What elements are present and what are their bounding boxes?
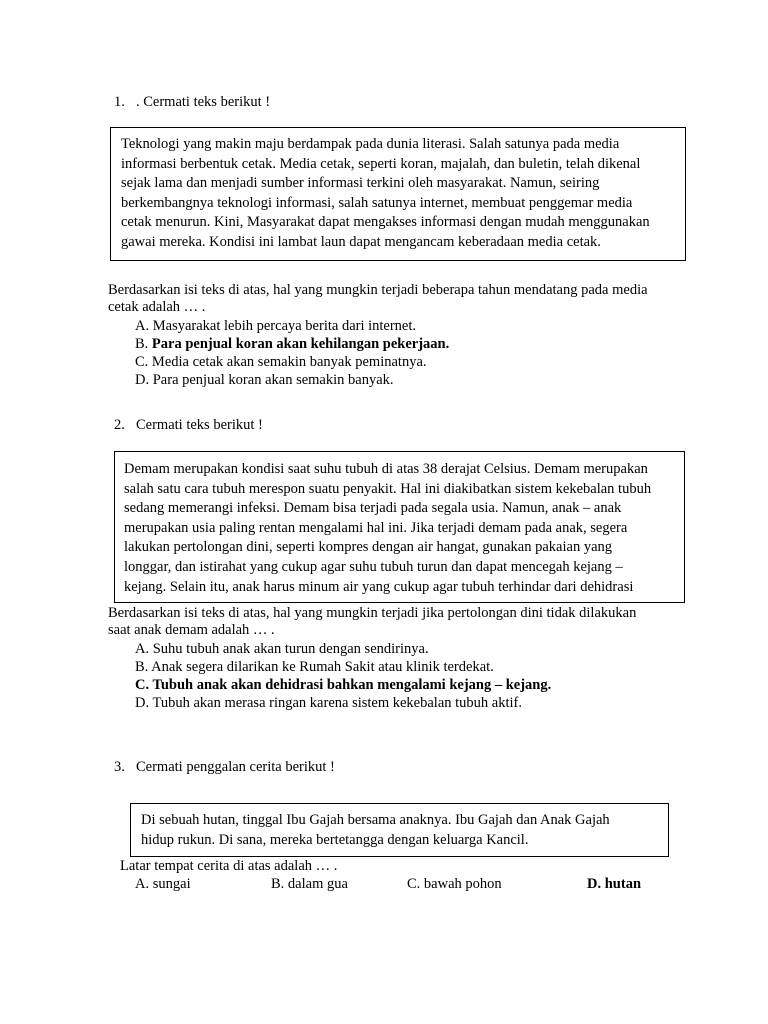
question-title-text: Cermati penggalan cerita berikut !: [136, 759, 335, 775]
passage-line: longgar, dan istirahat yang cukup agar suhu tubuh turun dan dapat mencegah kejang –: [124, 558, 623, 575]
question-2-prompt: [108, 605, 636, 639]
option-letter: C.: [407, 876, 421, 892]
passage-line: Di sebuah hutan, tinggal Ibu Gajah bersama anaknya. Ibu Gajah dan Anak Gajah: [141, 812, 610, 828]
question-2-title: [114, 417, 263, 434]
option-letter: A.: [135, 318, 150, 334]
prompt-line: cetak adalah … .: [108, 299, 206, 315]
option-text: bawah pohon: [423, 876, 502, 892]
option-text: Anak segera dilarikan ke Rumah Sakit atau klinik terdekat.: [151, 659, 494, 675]
question-3-prompt: [120, 858, 337, 875]
q1-option-a[interactable]: [135, 318, 416, 335]
option-letter: A.: [135, 641, 150, 657]
question-1-title: [114, 94, 270, 111]
passage-box-2: [114, 451, 685, 603]
q1-option-d[interactable]: [135, 372, 394, 389]
passage-line: berkembangnya teknologi informasi, salah satunya internet, membuat penggemar media: [121, 194, 633, 211]
option-letter: C.: [135, 354, 149, 370]
q2-option-c[interactable]: [135, 677, 551, 694]
option-text: Tubuh akan merasa ringan karena sistem kekebalan tubuh aktif.: [152, 695, 522, 711]
passage-line: Teknologi yang makin maju berdampak pada dunia literasi. Salah satunya pada media: [121, 136, 620, 152]
passage-box-3: [130, 803, 669, 857]
option-letter: B.: [135, 659, 149, 675]
option-text: dalam gua: [287, 876, 348, 892]
prompt-line: saat anak demam adalah … .: [108, 622, 275, 638]
q1-option-c[interactable]: [135, 354, 427, 371]
option-letter: C.: [135, 677, 150, 693]
prompt-line: Berdasarkan isi teks di atas, hal yang mungkin terjadi beberapa tahun mendatang pada media: [108, 282, 648, 298]
passage-line: sejak lama dan menjadi sumber informasi terkini oleh masyarakat. Namun, seiring: [121, 175, 600, 192]
question-title-text: Cermati teks berikut !: [136, 417, 263, 433]
prompt-line: Berdasarkan isi teks di atas, hal yang mungkin terjadi jika pertolongan dini tidak dilakukan: [108, 605, 637, 621]
option-letter: D.: [587, 876, 602, 892]
option-letter: B.: [271, 876, 285, 892]
option-letter: A.: [135, 876, 150, 892]
question-number: 2.: [114, 417, 125, 433]
passage-line: lakukan pertolongan dini, seperti kompres dengan air hangat, gunakan pakaian yang: [124, 539, 613, 556]
question-number: 3.: [114, 759, 125, 775]
question-number: 1.: [114, 94, 125, 110]
option-letter: D.: [135, 372, 150, 388]
passage-line: informasi berbentuk cetak. Media cetak, seperti koran, majalah, dan buletin, telah dikenal: [121, 155, 641, 172]
option-letter: B.: [135, 336, 149, 352]
option-text: Media cetak akan semakin banyak peminatnya.: [151, 354, 427, 370]
option-text-answer: hutan: [604, 876, 642, 892]
option-text-answer: Para penjual koran akan kehilangan pekerjaan.: [151, 336, 450, 352]
option-text: sungai: [152, 876, 191, 892]
passage-line: cetak menurun. Kini, Masyarakat dapat mengakses informasi dengan mudah menggunakan: [121, 214, 650, 231]
passage-line: gawai mereka. Kondisi ini lambat laun dapat mengancam keberadaan media cetak.: [121, 233, 601, 250]
question-1-prompt: [108, 282, 648, 316]
option-letter: D.: [135, 695, 150, 711]
option-text: Masyarakat lebih percaya berita dari internet.: [152, 318, 417, 334]
passage-line: Demam merupakan kondisi saat suhu tubuh di atas 38 derajat Celsius. Demam merupakan: [124, 461, 648, 477]
passage-box-1: [110, 127, 686, 261]
q2-option-b[interactable]: [135, 659, 494, 676]
passage-line: kejang. Selain itu, anak harus minum air yang cukup agar tubuh terhindar dari dehidrasi: [124, 578, 634, 595]
option-text-answer: Tubuh anak akan dehidrasi bahkan mengalami kejang – kejang.: [152, 677, 552, 693]
q3-option-d[interactable]: [587, 876, 641, 893]
q2-option-d[interactable]: [135, 695, 522, 712]
passage-line: merupakan usia paling rentan mengalami hal ini. Jika terjadi demam pada anak, segera: [124, 519, 628, 536]
option-text: Suhu tubuh anak akan turun dengan sendirinya.: [152, 641, 429, 657]
question-title-text: . Cermati teks berikut !: [136, 94, 271, 110]
q3-option-a[interactable]: [135, 876, 191, 893]
q3-option-b[interactable]: [271, 876, 348, 893]
option-text: Para penjual koran akan semakin banyak.: [152, 372, 394, 388]
q3-option-c[interactable]: [407, 876, 502, 893]
q2-option-a[interactable]: [135, 641, 429, 658]
question-3-title: [114, 759, 335, 776]
passage-line: sedang memerangi infeksi. Demam bisa terjadi pada segala usia. Namun, anak – anak: [124, 500, 622, 517]
q1-option-b[interactable]: [135, 336, 449, 353]
passage-line: hidup rukun. Di sana, mereka bertetangga dengan keluarga Kancil.: [141, 831, 529, 848]
passage-line: salah satu cara tubuh merespon suatu penyakit. Hal ini diakibatkan sistem kekebalan tubuh: [124, 480, 652, 497]
prompt-line: Latar tempat cerita di atas adalah … .: [120, 858, 338, 874]
